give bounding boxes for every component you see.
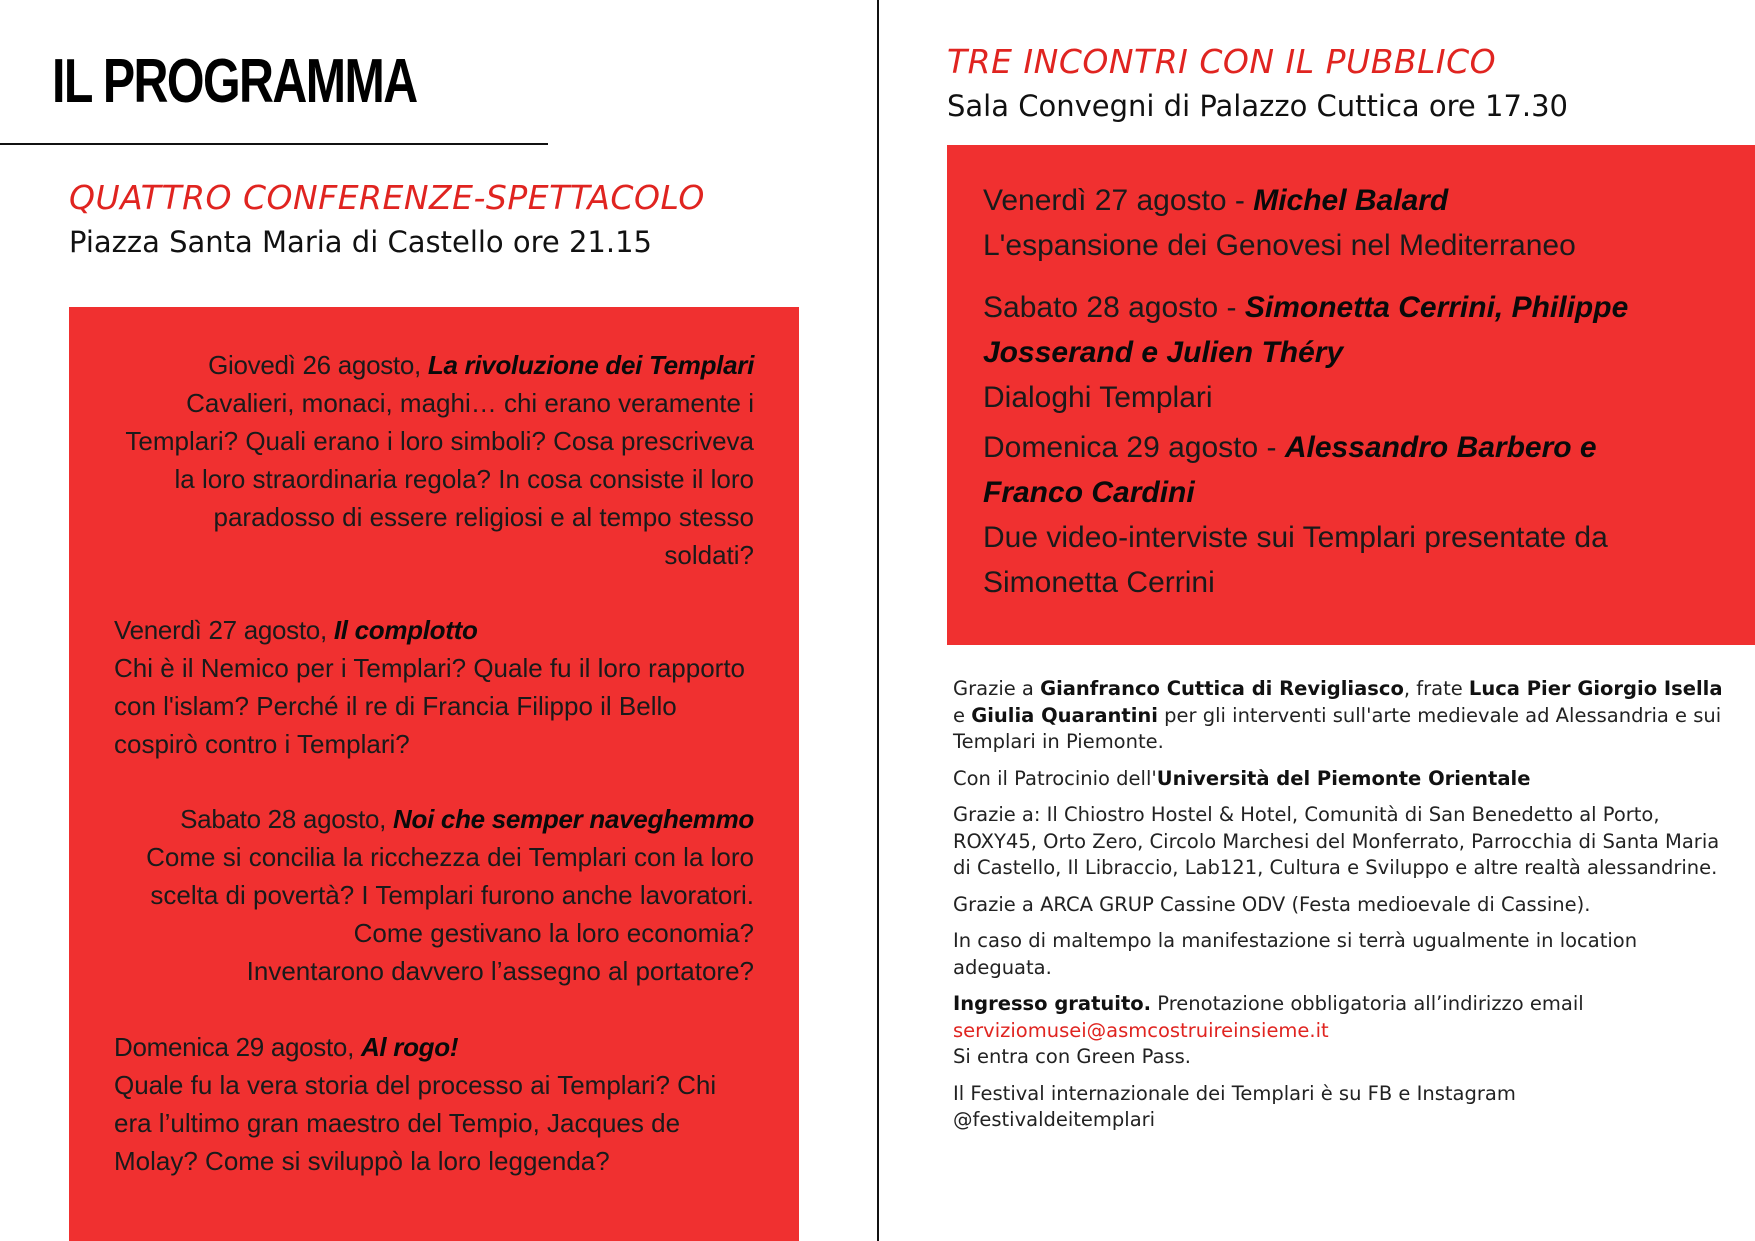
meeting-date: Sabato 28 agosto - (983, 291, 1245, 324)
meeting-date: Domenica 29 agosto - (983, 431, 1285, 464)
social-info (953, 1081, 1723, 1134)
meeting-speakers-cont: Franco Cardini (983, 476, 1195, 509)
social-text: Il Festival internazionale dei Templari è su FB e Instagram (953, 1081, 1516, 1105)
meeting-description: L'espansione dei Genovesi nel Mediterraneo (983, 229, 1576, 262)
meetings-location: Sala Convegni di Palazzo Cuttica ore 17.30 (947, 89, 1569, 123)
conference-desc-line: Inventarono davvero l’assegno al portatore? (246, 956, 754, 986)
conference-item (114, 611, 754, 763)
conference-date: Sabato 28 agosto, (180, 804, 394, 834)
meeting-speakers-cont: Josserand e Julien Théry (983, 336, 1344, 369)
thanks-speakers (953, 676, 1723, 756)
email-link[interactable]: serviziomusei@asmcostruireinsieme.it (953, 1018, 1329, 1042)
conference-date: Giovedì 26 agosto, (208, 350, 428, 380)
conference-title: La rivoluzione dei Templari (427, 350, 754, 380)
meeting-item (983, 285, 1723, 420)
meeting-description-cont: Simonetta Cerrini (983, 566, 1215, 599)
conference-desc-line: Molay? Come si sviluppò la loro leggenda? (114, 1146, 610, 1176)
meeting-description: Dialoghi Templari (983, 381, 1213, 414)
booking-text: Prenotazione obbligatoria all’indirizzo email (1151, 992, 1584, 1015)
conference-desc-line: scelta di povertà? I Templari furono anche lavoratori. (150, 880, 754, 910)
title-divider (0, 143, 548, 145)
meeting-item (983, 425, 1723, 605)
meeting-speakers: Michel Balard (1253, 184, 1449, 217)
conference-date: Venerdì 27 agosto, (114, 615, 334, 645)
conferences-location: Piazza Santa Maria di Castello ore 21.15 (69, 225, 653, 259)
patronage-text: Con il Patrocinio dell' (953, 766, 1157, 790)
conference-item (114, 1028, 754, 1180)
meeting-date: Venerdì 27 agosto - (983, 184, 1254, 217)
meeting-item (983, 178, 1723, 268)
conference-desc-line: Cavalieri, monaci, maghi… chi erano veramente i (186, 388, 754, 418)
entry-info (953, 991, 1723, 1071)
conference-desc-line: Quale fu la vera storia del processo ai Templari? Chi (114, 1070, 717, 1100)
conference-title: Il complotto (333, 615, 478, 645)
conference-desc-line: soldati? (664, 540, 754, 570)
conference-desc-line: era l’ultimo gran maestro del Tempio, Jacques de (114, 1108, 681, 1138)
conference-item (110, 346, 754, 574)
center-divider (877, 0, 879, 1241)
meeting-speakers: Simonetta Cerrini, Philippe (1244, 291, 1629, 324)
weather-note: In caso di maltempo la manifestazione si terrà ugualmente in location adeguata. (953, 929, 1638, 979)
conference-desc-line: la loro straordinaria regola? In cosa consiste il loro (174, 464, 754, 494)
conference-date: Domenica 29 agosto, (114, 1032, 361, 1062)
meetings-heading: TRE INCONTRI CON IL PUBBLICO (947, 42, 1497, 81)
thanks-text: , frate (1403, 677, 1469, 700)
patronage-name: Università del Piemonte Orientale (1156, 766, 1531, 790)
conference-desc-line: paradosso di essere religiosi e al tempo stesso (213, 502, 754, 532)
thanks-text: per gli interventi sull'arte medievale ad Alessandria e sui Templari in Piemonte. (953, 703, 1722, 753)
thanks-name: Luca Pier Giorgio Isella (1468, 677, 1723, 700)
thanks-arca: Grazie a ARCA GRUP Cassine ODV (Festa medioevale di Cassine). (953, 892, 1591, 916)
thanks-text: e (953, 703, 972, 727)
patronage (953, 766, 1723, 793)
conference-desc-line: Templari? Quali erano i loro simboli? Cosa prescriveva (125, 426, 754, 456)
conference-desc-line: cospirò contro i Templari? (114, 729, 410, 759)
thanks-name: Gianfranco Cuttica di Revigliasco (1040, 677, 1404, 700)
thanks-partners: Grazie a: Il Chiostro Hostel & Hotel, Comunità di San Benedetto al Porto, ROXY45, Orto Zero, Circolo Marchesi del Monferrato, Parrocchia di Santa Maria di Castello, Il Libraccio, Lab121, Cultura e Sviluppo e altre realtà alessandrine. (953, 803, 1720, 879)
conference-desc-line: Chi è il Nemico per i Templari? Quale fu il loro rapporto (114, 653, 746, 683)
conference-title: Noi che semper naveghemmo (393, 804, 754, 834)
page-title: IL PROGRAMMA (52, 47, 417, 116)
credits-notes (953, 676, 1723, 1144)
thanks-name: Giulia Quarantini (971, 703, 1158, 727)
conference-desc-line: Come gestivano la loro economia? (353, 918, 754, 948)
conference-desc-line: Come si concilia la ricchezza dei Templari con la loro (146, 842, 754, 872)
conference-title: Al rogo! (360, 1032, 459, 1062)
green-pass-note: Si entra con Green Pass. (953, 1045, 1191, 1068)
conferences-heading: QUATTRO CONFERENZE-SPETTACOLO (69, 178, 705, 217)
free-entry: Ingresso gratuito. (953, 992, 1152, 1015)
meeting-description: Due video-interviste sui Templari presentate da (983, 521, 1608, 554)
conference-desc-line: con l'islam? Perché il re di Francia Filippo il Bello (114, 691, 677, 721)
thanks-text: Grazie a (953, 677, 1041, 700)
conference-item (110, 800, 754, 990)
meeting-speakers: Alessandro Barbero e (1284, 431, 1597, 464)
social-handle[interactable]: @festivaldeitemplari (953, 1108, 1156, 1131)
